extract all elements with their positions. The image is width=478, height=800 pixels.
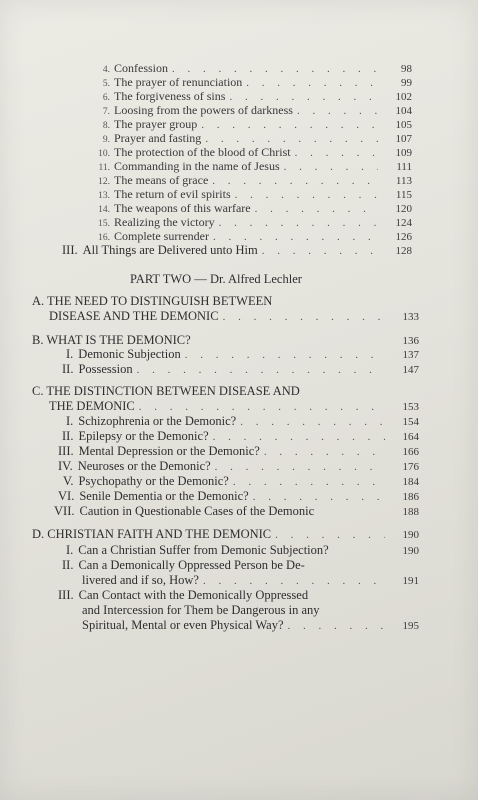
part-two-heading: PART TWO — Dr. Alfred Lechler [130,272,302,286]
entry-title: The forgiveness of sins [114,89,226,103]
dot-leader [185,348,385,363]
section-c-title-line2[interactable] [49,399,419,415]
entry-number: 16. [98,233,110,243]
entry-title: Prayer and fasting [114,131,202,145]
item-number: VI. [58,489,75,503]
item-number: VII. [54,504,75,518]
entry-page: 120 [395,203,412,215]
entry-page: 126 [395,231,412,243]
section-page: 128 [395,245,412,257]
entry-number: 10. [98,149,110,159]
item-number: III. [58,444,74,458]
item-title-line3: Spiritual, Mental or even Physical Way? [82,618,284,632]
section-c-item[interactable] [58,489,419,505]
entry-title: The prayer group [114,117,198,131]
item-number: I. [66,347,74,361]
item-title: Mental Depression or the Demonic? [78,444,260,458]
section-title: All Things are Delivered unto Him [82,243,258,257]
entry-title: The means of grace [114,173,209,187]
item-page: 190 [402,545,419,557]
dot-leader [275,528,385,543]
section-c-item[interactable] [66,414,419,430]
dot-leader [203,574,385,589]
entry-number: 9. [102,135,110,145]
dot-leader [215,460,385,475]
section-c-title-text: THE DEMONIC [49,399,135,413]
dot-leader [137,363,385,378]
item-title-line1: Can a Demonically Oppressed Person be De- [78,558,305,572]
dot-leader [213,430,385,445]
section-c-item[interactable] [62,429,419,445]
item-number: I. [66,414,74,428]
item-page: 184 [402,476,419,488]
dot-leader [297,104,378,118]
section-d-title-text: D. CHRISTIAN FAITH AND THE DEMONIC [32,527,272,541]
section-b-item[interactable] [62,362,419,378]
dot-leader [288,619,386,634]
item-number: II. [62,429,74,443]
dot-leader [205,132,378,146]
entry-title: The prayer of renunciation [114,75,243,89]
item-title: Psychopathy or the Demonic? [78,474,229,488]
section-c-title-line1[interactable]: C. THE DISTINCTION BETWEEN DISEASE AND [32,384,300,398]
entry-title: Complete surrender [114,229,209,243]
section-d-item-2-cont[interactable] [82,573,419,589]
section-d-item-3[interactable] [58,588,308,603]
dot-leader [295,146,378,160]
entry-number: 13. [98,191,110,201]
section-a-page: 133 [402,311,419,323]
item-number: II. [62,362,74,376]
item-page: 191 [402,575,419,587]
entry-number: 6. [102,93,110,103]
item-page: 188 [402,506,419,518]
section-b-page: 136 [402,335,419,347]
item-page: 154 [402,416,419,428]
item-number: IV. [58,459,73,473]
item-title-line1: Can Contact with the Demonically Oppressed [78,588,309,602]
dot-leader [201,118,378,132]
item-page: 195 [402,620,419,632]
section-d-item-2[interactable] [62,558,305,573]
entry-page: 113 [395,175,412,187]
item-page: 176 [402,461,419,473]
entry-page: 102 [395,91,412,103]
entry-page: 105 [395,119,412,131]
entry-title: Loosing from the powers of darkness [114,103,293,117]
entry-number: 11. [98,163,110,173]
entry-title: Commanding in the name of Jesus [114,159,280,173]
entry-title: Confession [114,61,168,75]
item-title: Schizophrenia or the Demonic? [78,414,237,428]
dot-leader [253,490,385,505]
dot-leader [139,400,385,415]
item-page: 164 [402,431,419,443]
section-d-title[interactable] [32,527,419,543]
entry-title: The weapons of this warfare [114,201,251,215]
section-b-item[interactable] [66,347,419,363]
entry-page: 109 [395,147,412,159]
item-title-line2: livered and if so, How? [82,573,199,587]
dot-leader [284,160,378,174]
entry-number: 7. [102,107,110,117]
entry-title: The protection of the blood of Christ [114,145,291,159]
dot-leader [240,415,385,430]
item-title: Epilepsy or the Demonic? [78,429,209,443]
item-title: Possession [78,362,133,376]
entry-title: Realizing the victory [114,215,215,229]
section-d-item-3-cont[interactable] [82,618,419,634]
section-c-page: 153 [402,401,419,413]
item-title: Demonic Subjection [78,347,181,361]
dot-leader [212,174,378,188]
section-c-item[interactable] [63,474,419,490]
section-d-item[interactable] [66,543,419,559]
dot-leader [219,216,378,230]
section-a-title-line2[interactable] [49,309,419,325]
entry-page: 104 [395,105,412,117]
dot-leader [213,230,378,244]
section-a-title-line1[interactable]: A. THE NEED TO DISTINGUISH BETWEEN [32,294,273,308]
dot-leader [235,188,378,202]
item-title: Neuroses or the Demonic? [77,459,211,473]
item-title-line2: and Intercession for Them be Dangerous in any [82,603,320,617]
item-title: Senile Dementia or the Demonic? [79,489,249,503]
item-number: V. [63,474,74,488]
dot-leader [233,475,385,490]
dot-leader [246,76,378,90]
entry-title: The return of evil spirits [114,187,231,201]
dot-leader [172,62,378,76]
entry-page: 99 [401,77,412,89]
entry-number: 15. [98,219,110,229]
dot-leader [262,244,378,259]
entry-number: 4. [102,65,110,75]
dot-leader [229,90,378,104]
item-number: III. [58,588,74,602]
entry-number: 14. [98,205,110,215]
entry-page: 124 [395,217,412,229]
item-page: 137 [402,349,419,361]
entry-number: 12. [98,177,110,187]
section-d-page: 190 [402,529,419,541]
item-page: 166 [402,446,419,458]
section-a-title-text: DISEASE AND THE DEMONIC [49,309,219,323]
entry-page: 107 [395,133,412,145]
section-b-title-text: B. WHAT IS THE DEMONIC? [32,333,191,347]
dot-leader [255,202,378,216]
entry-page: 98 [401,63,412,75]
item-page: 186 [402,491,419,503]
item-title: Can a Christian Suffer from Demonic Subjection? [78,543,329,557]
item-page: 147 [402,364,419,376]
item-number: I. [66,543,74,557]
entry-number: 8. [102,121,110,131]
section-c-item[interactable] [58,444,419,460]
section-c-item[interactable] [58,459,419,475]
entry-page: 115 [395,189,412,201]
item-title: Caution in Questionable Cases of the Demonic [79,504,315,518]
section-number: III. [62,243,78,257]
section-c-item[interactable] [54,504,419,520]
dot-leader [264,445,385,460]
item-number: II. [62,558,74,572]
dot-leader [223,310,385,325]
toc-section-iii[interactable] [62,243,412,259]
entry-page: 111 [396,161,412,173]
entry-number: 5. [102,79,110,89]
